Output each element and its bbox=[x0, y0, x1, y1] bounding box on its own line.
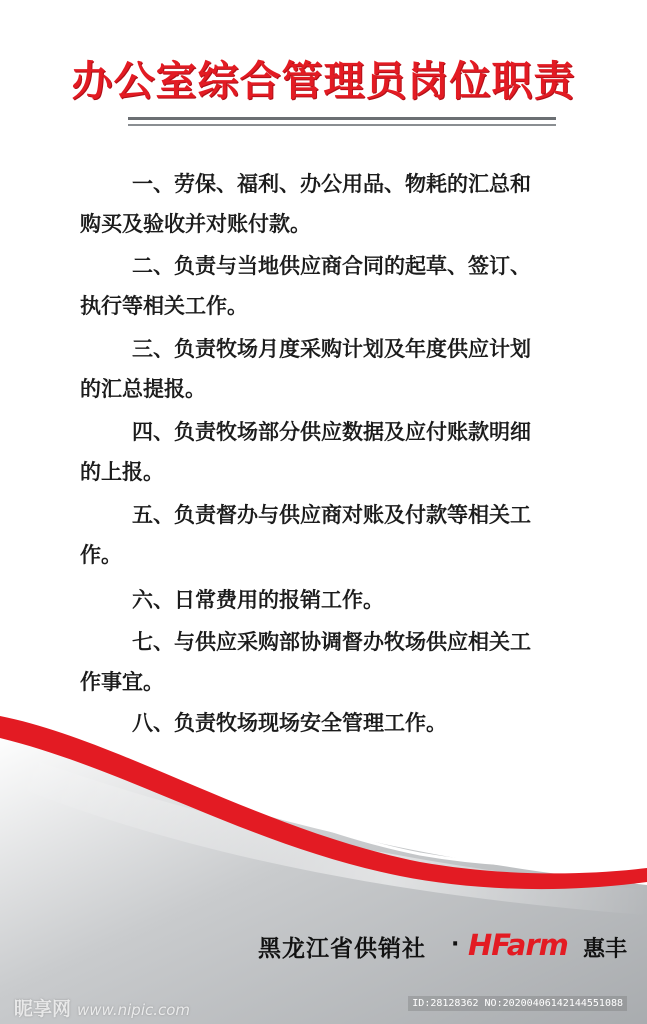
brand-chinese-name: 惠丰 bbox=[583, 937, 628, 962]
duty-item bbox=[80, 412, 625, 492]
duty-line: 七、与供应采购部协调督办牧场供应相关工 bbox=[132, 630, 531, 654]
duty-line: 的汇总提报。 bbox=[80, 377, 206, 401]
page-title: 办公室综合管理员岗位职责 bbox=[71, 57, 576, 105]
image-id-label: ID:28128362 NO:20200406142144551088 bbox=[408, 996, 627, 1011]
duty-line: 六、日常费用的报销工作。 bbox=[132, 588, 384, 612]
duty-item bbox=[80, 580, 625, 620]
duty-line: 一、劳保、福利、办公用品、物耗的汇总和 bbox=[132, 172, 531, 196]
duty-line: 五、负责督办与供应商对账及付款等相关工 bbox=[132, 503, 531, 527]
watermark-url: www.nipic.com bbox=[77, 1001, 191, 1019]
duty-line: 的上报。 bbox=[80, 460, 164, 484]
duty-item bbox=[80, 495, 625, 575]
duty-item bbox=[80, 622, 625, 702]
duty-item bbox=[80, 246, 625, 326]
duty-line: 购买及验收并对账付款。 bbox=[80, 212, 311, 236]
duty-item bbox=[80, 164, 625, 244]
title-underline-bottom bbox=[128, 124, 556, 126]
duty-line: 四、负责牧场部分供应数据及应付账款明细 bbox=[132, 420, 531, 444]
duty-item bbox=[80, 329, 625, 409]
duty-line: 作事宜。 bbox=[80, 670, 164, 694]
watermark bbox=[14, 994, 190, 1021]
footer-separator: · bbox=[451, 932, 460, 957]
decorative-wave bbox=[0, 700, 647, 1024]
duty-line: 三、负责牧场月度采购计划及年度供应计划 bbox=[132, 337, 531, 361]
duty-line: 作。 bbox=[80, 543, 122, 567]
watermark-site: 昵享网 bbox=[14, 998, 72, 1020]
brand-logo: HFarm bbox=[468, 928, 568, 962]
wave-graphic bbox=[0, 700, 647, 1024]
title-underline-top bbox=[128, 117, 556, 120]
duty-line: 八、负责牧场现场安全管理工作。 bbox=[132, 711, 447, 735]
duty-line: 执行等相关工作。 bbox=[80, 294, 248, 318]
duty-line: 二、负责与当地供应商合同的起草、签订、 bbox=[132, 254, 531, 278]
organization-name: 黑龙江省供销社 bbox=[258, 936, 426, 962]
